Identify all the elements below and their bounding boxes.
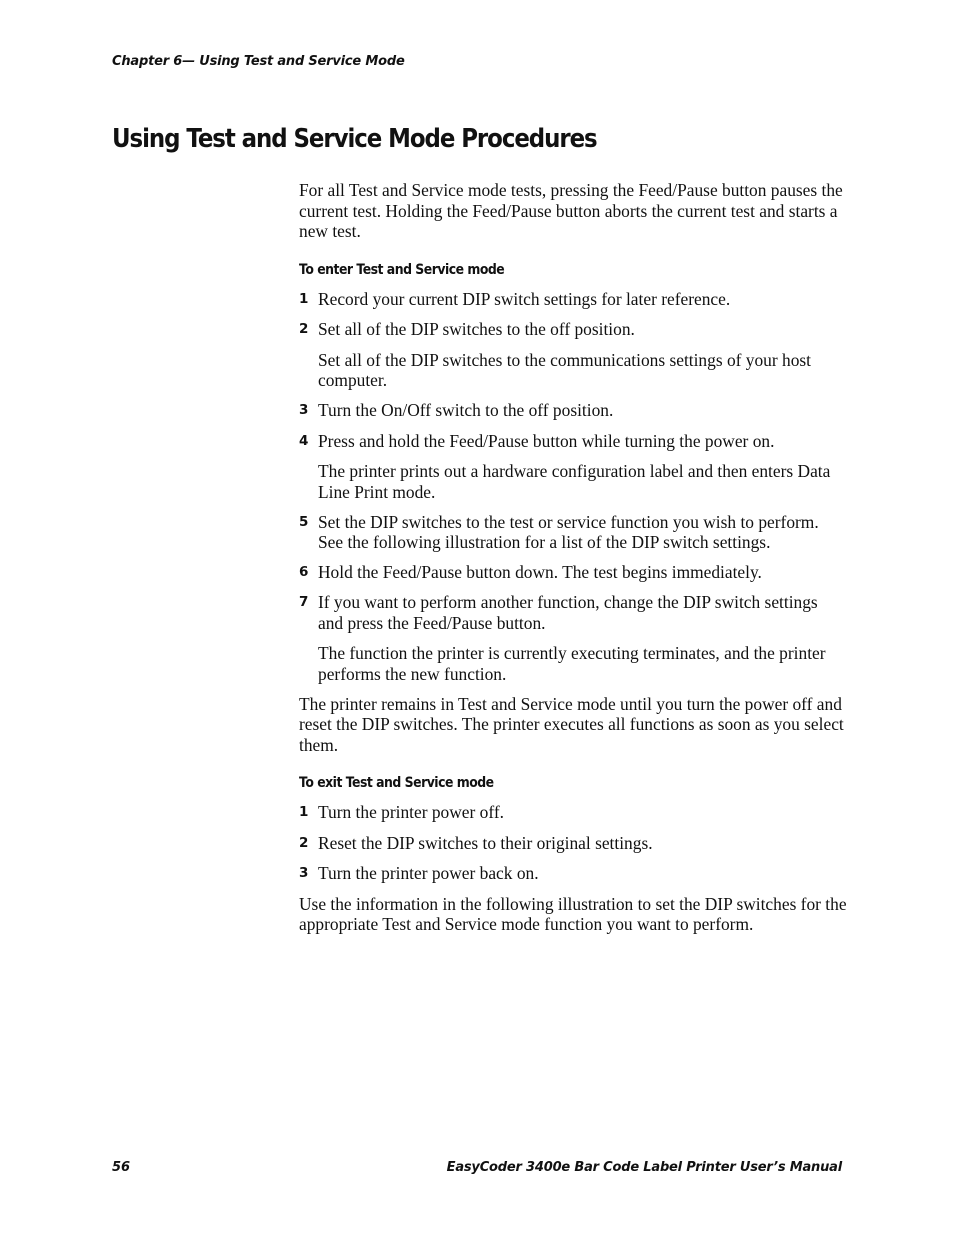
step-number: 2 bbox=[299, 321, 309, 338]
enter-mode-heading: To enter Test and Service mode bbox=[299, 261, 505, 278]
step-note: Set all of the DIP switches to the communications settings of your host computer. bbox=[318, 349, 811, 391]
step-text: Turn the On/Off switch to the off position. bbox=[318, 400, 614, 421]
step-number: 1 bbox=[299, 290, 309, 307]
enter-step bbox=[299, 289, 847, 310]
step-text: If you want to perform another function, change the DIP switch settings and press the Feed/Pause button. bbox=[318, 592, 818, 634]
step-note: The function the printer is currently executing terminates, and the printer performs the new function. bbox=[318, 643, 826, 684]
running-header: Chapter 6— Using Test and Service Mode bbox=[112, 54, 405, 69]
step-text: Hold the Feed/Pause button down. The test begins immediately. bbox=[318, 562, 762, 583]
exit-after-paragraph: Use the information in the following illustration to set the DIP switches for the appropriate Test and Service mode function you want to perform. bbox=[299, 893, 847, 935]
main-content bbox=[299, 180, 847, 945]
exit-mode-heading: To exit Test and Service mode bbox=[299, 775, 494, 792]
exit-step bbox=[299, 833, 847, 854]
enter-step bbox=[299, 400, 847, 421]
step-text: Record your current DIP switch settings for later reference. bbox=[318, 288, 731, 309]
enter-step bbox=[299, 319, 847, 340]
exit-step bbox=[299, 863, 847, 884]
enter-step bbox=[299, 512, 847, 553]
step-text: Turn the printer power off. bbox=[318, 802, 504, 823]
intro-paragraph: For all Test and Service mode tests, pressing the Feed/Pause button pauses the current test. Holding the Feed/Pause button aborts the current test and starts a new test. bbox=[299, 180, 843, 242]
step-number: 2 bbox=[299, 834, 309, 851]
step-number: 3 bbox=[299, 402, 309, 419]
manual-title: EasyCoder 3400e Bar Code Label Printer User’s Manual bbox=[446, 1160, 842, 1175]
step-text: Set all of the DIP switches to the off position. bbox=[318, 319, 635, 340]
enter-step bbox=[299, 592, 847, 633]
step-note: The printer prints out a hardware configuration label and then enters Data Line Print mode. bbox=[318, 460, 831, 502]
enter-after-paragraph: The printer remains in Test and Service mode until you turn the power off and reset the DIP switches. The printer executes all functions as soon as you select them. bbox=[299, 693, 844, 755]
step-number: 3 bbox=[299, 865, 309, 882]
step-text: Reset the DIP switches to their original settings. bbox=[318, 832, 653, 853]
step-text: Set the DIP switches to the test or service function you wish to perform. See the following illustration for a list of the DIP switch settings. bbox=[318, 511, 819, 553]
page-title: Using Test and Service Mode Procedures bbox=[112, 124, 597, 154]
page-number: 56 bbox=[112, 1160, 131, 1175]
enter-step bbox=[299, 562, 847, 583]
step-text: Turn the printer power back on. bbox=[318, 863, 539, 884]
step-number: 7 bbox=[299, 594, 309, 611]
enter-step bbox=[299, 431, 847, 452]
step-number: 6 bbox=[299, 564, 309, 581]
step-text: Press and hold the Feed/Pause button while turning the power on. bbox=[318, 430, 775, 451]
step-number: 5 bbox=[299, 513, 309, 530]
step-number: 4 bbox=[299, 432, 309, 449]
step-number: 1 bbox=[299, 804, 309, 821]
exit-step bbox=[299, 802, 847, 823]
